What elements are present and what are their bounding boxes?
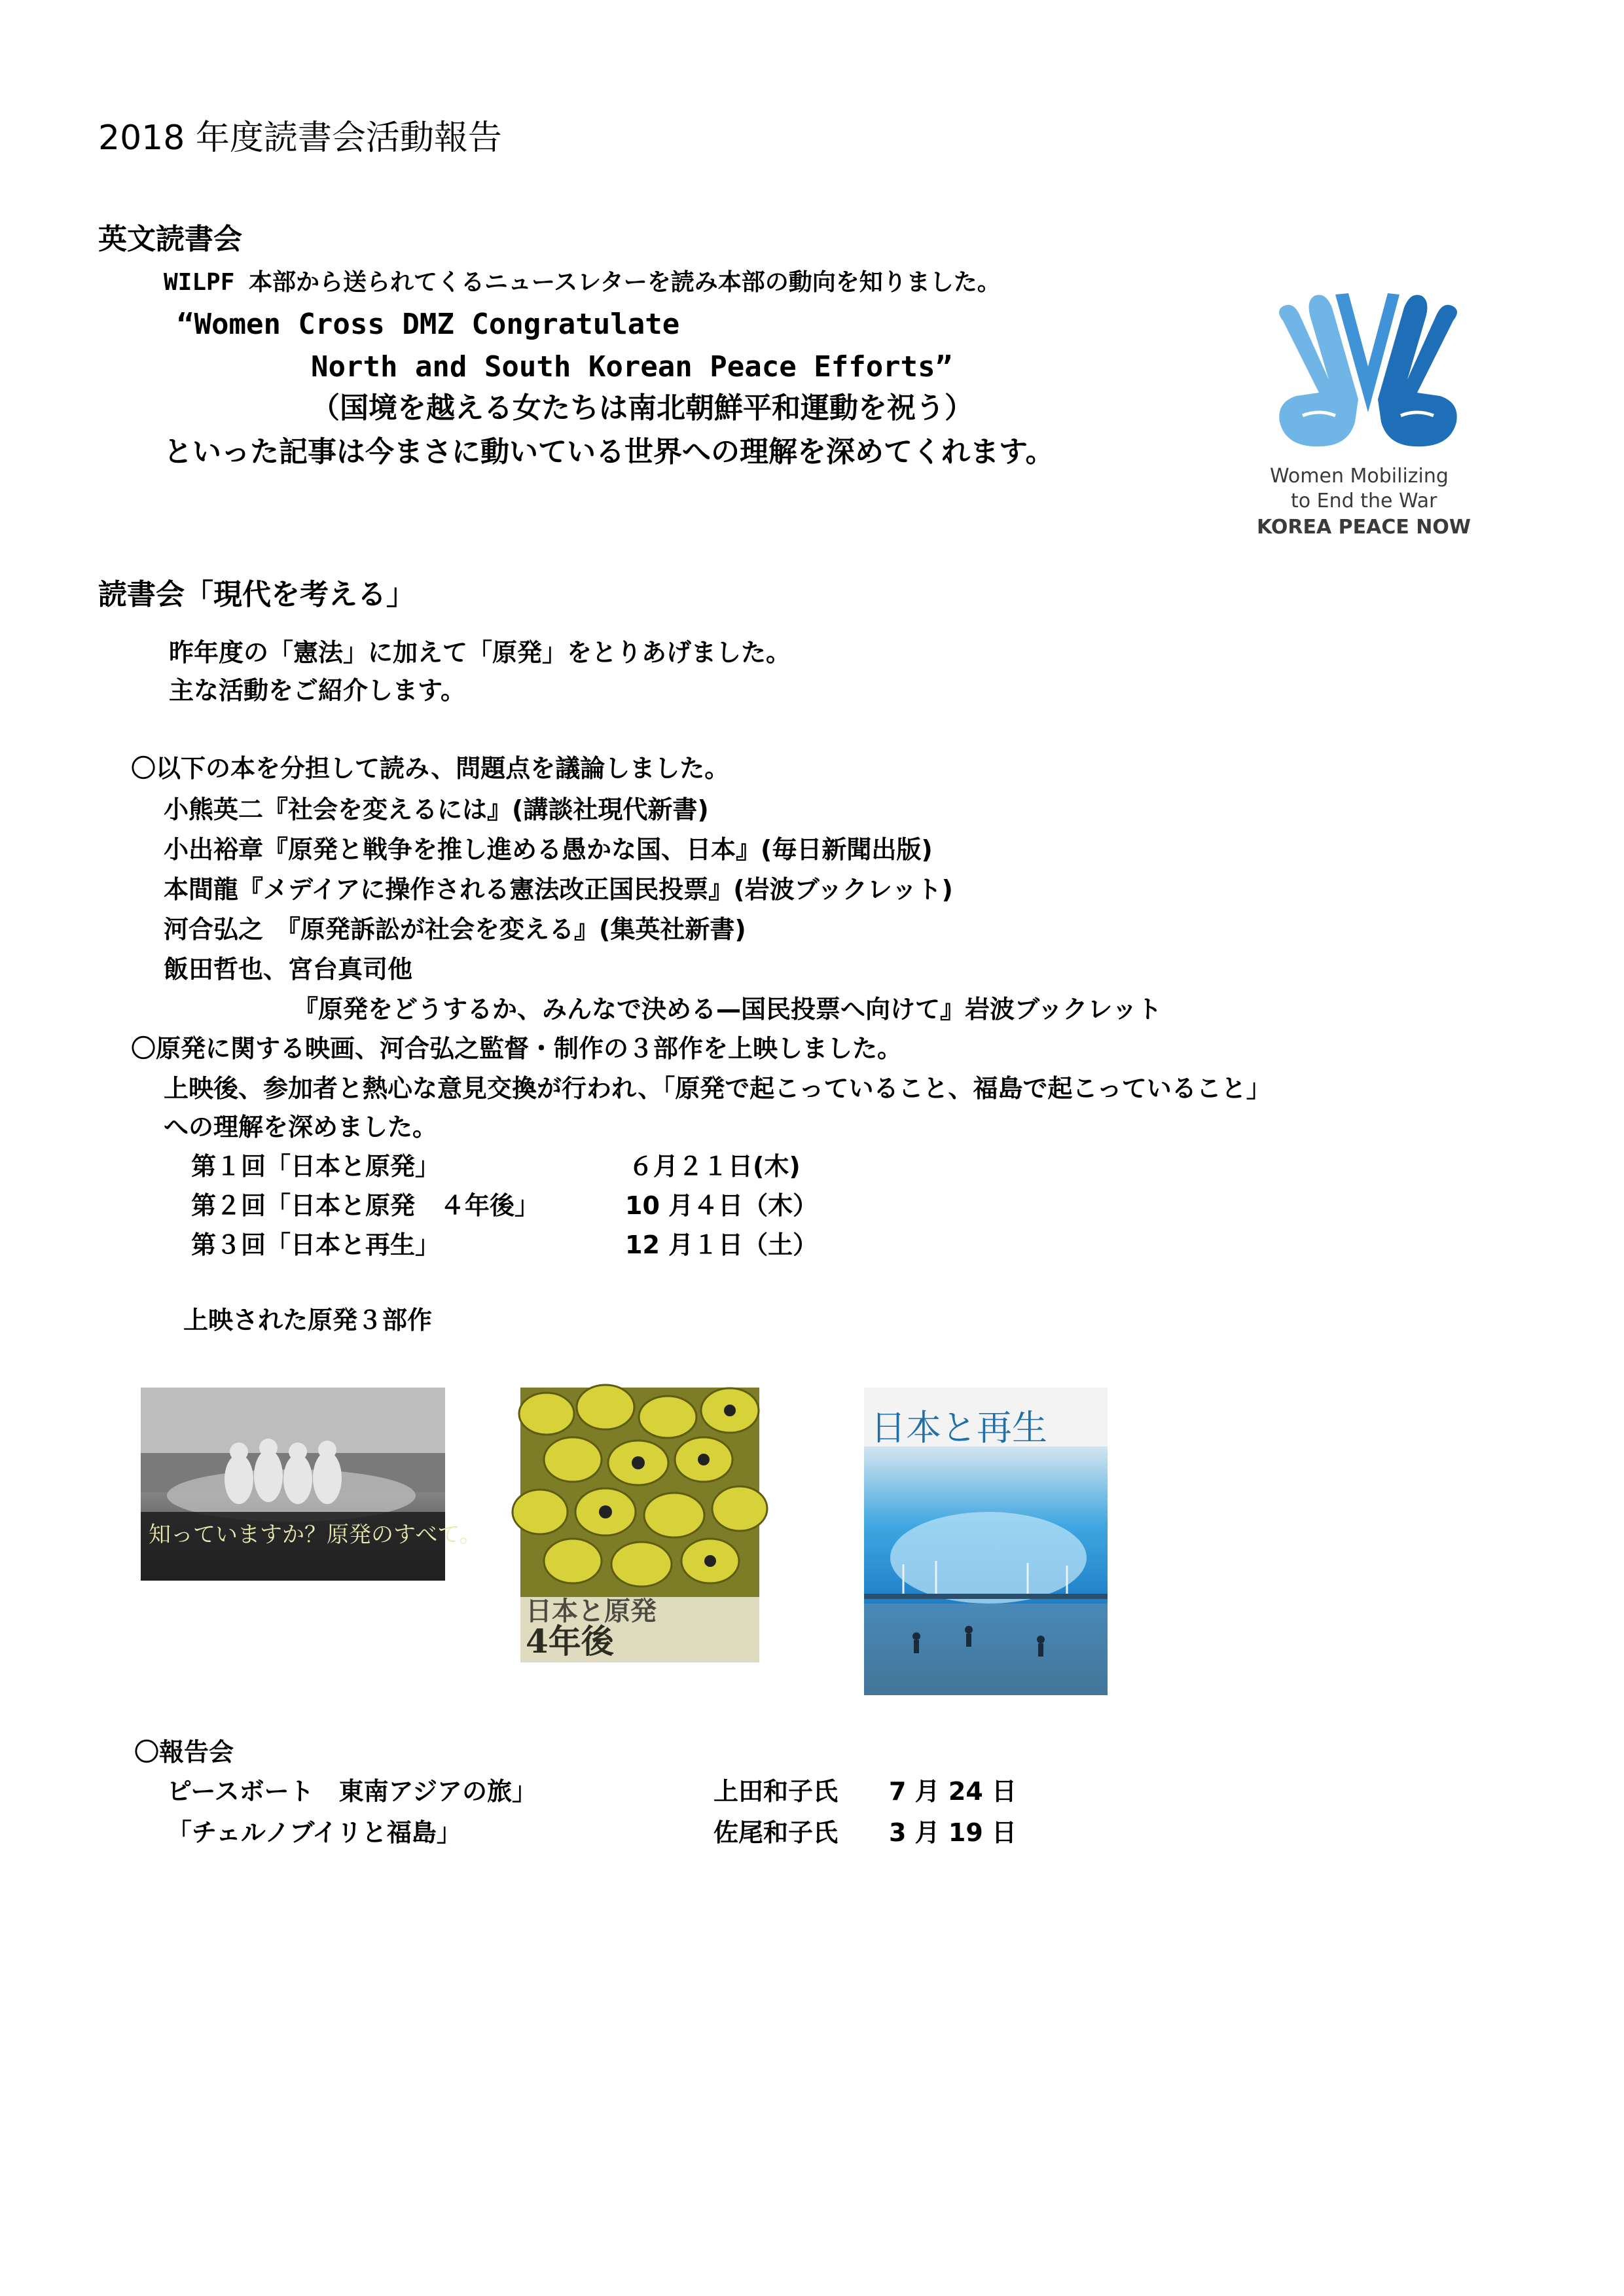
logo-line3: KOREA PEACE NOW	[1257, 516, 1471, 539]
logo-line1: Women Mobilizing	[1270, 465, 1449, 488]
screening-date: ６月２１日(木)	[628, 1152, 801, 1181]
report-speaker: 佐尾和子氏	[713, 1818, 839, 1847]
report-date: 7 月 24 日	[889, 1777, 1017, 1806]
modern-heading: 読書会「現代を考える」	[98, 578, 415, 611]
report-speaker: 上田和子氏	[713, 1777, 839, 1806]
english-intro: WILPF 本部から送られてくるニュースレターを読み本部の動向を知りました。	[164, 269, 1001, 296]
english-quote-line1: “Women Cross DMZ Congratulate	[177, 308, 680, 341]
book-item-continued: 『原発をどうするか、みんなで決める—国民投票へ向けて』岩波ブックレット	[293, 995, 1162, 1024]
poster-1-title: 知っていますか？原発のすべて。	[149, 1522, 482, 1548]
book-item: 小出裕章『原発と戦争を推し進める愚かな国、日本』(毎日新聞出版)	[164, 835, 933, 864]
reports-heading: 〇報告会	[134, 1738, 234, 1767]
poster-3-title: 日本と再生	[871, 1407, 1047, 1448]
english-comment: といった記事は今まさに動いている世界への理解を深めてくれます。	[164, 435, 1055, 469]
modern-paragraph-2: 主な活動をご紹介します。	[169, 676, 465, 705]
english-quote-japanese: （国境を越える女たちは南北朝鮮平和運動を祝う）	[311, 391, 973, 425]
films-caption: 上映された原発３部作	[183, 1306, 433, 1335]
book-item: 飯田哲也、宮台真司他	[164, 955, 413, 984]
report-title: 「チェルノブイリと福島」	[167, 1818, 461, 1847]
film-poster-3	[864, 1388, 1108, 1695]
screening-date: 12 月１日（土）	[625, 1230, 818, 1259]
book-item: 本間龍『メデイアに操作される憲法改正国民投票』(岩波ブックレット)	[164, 875, 953, 904]
films-paragraph-2: への理解を深めました。	[164, 1113, 438, 1141]
poster-1-image	[141, 1388, 445, 1581]
screening-title: 第３回「日本と再生」	[191, 1230, 441, 1259]
film-poster-2	[520, 1388, 759, 1662]
films-heading: 〇原発に関する映画、河合弘之監督・制作の３部作を上映しました。	[131, 1034, 903, 1063]
peace-hands-icon	[1257, 281, 1479, 452]
screening-date: 10 月４日（木）	[625, 1191, 818, 1220]
screening-title: 第１回「日本と原発」	[191, 1152, 441, 1181]
modern-paragraph-1: 昨年度の「憲法」に加えて「原発」をとりあげました。	[169, 638, 791, 667]
logo-line2: to End the War	[1291, 490, 1437, 512]
poster-2-subtitle: 4年後	[526, 1622, 614, 1660]
screening-title: 第２回「日本と原発 ４年後」	[191, 1191, 540, 1220]
poster-2-title: 日本と原発	[526, 1596, 657, 1626]
film-poster-1	[141, 1388, 482, 1581]
english-heading: 英文読書会	[98, 223, 242, 256]
report-date: 3 月 19 日	[889, 1818, 1017, 1847]
book-item: 河合弘之 『原発訴訟が社会を変える』(集英社新書)	[164, 915, 746, 944]
book-item: 小熊英二『社会を変えるには』(講談社現代新書)	[164, 795, 709, 824]
films-paragraph-1: 上映後、参加者と熱心な意見交換が行われ、「原発で起こっていること、福島で起こっていること」	[164, 1074, 1271, 1103]
page-title: 2018 年度読書会活動報告	[98, 118, 502, 158]
report-title: ピースボート 東南アジアの旅」	[167, 1777, 537, 1806]
korea-peace-now-logo	[1257, 281, 1479, 543]
english-quote-line2: North and South Korean Peace Efforts”	[311, 350, 953, 384]
books-heading: 〇以下の本を分担して読み、問題点を議論しました。	[131, 754, 730, 783]
